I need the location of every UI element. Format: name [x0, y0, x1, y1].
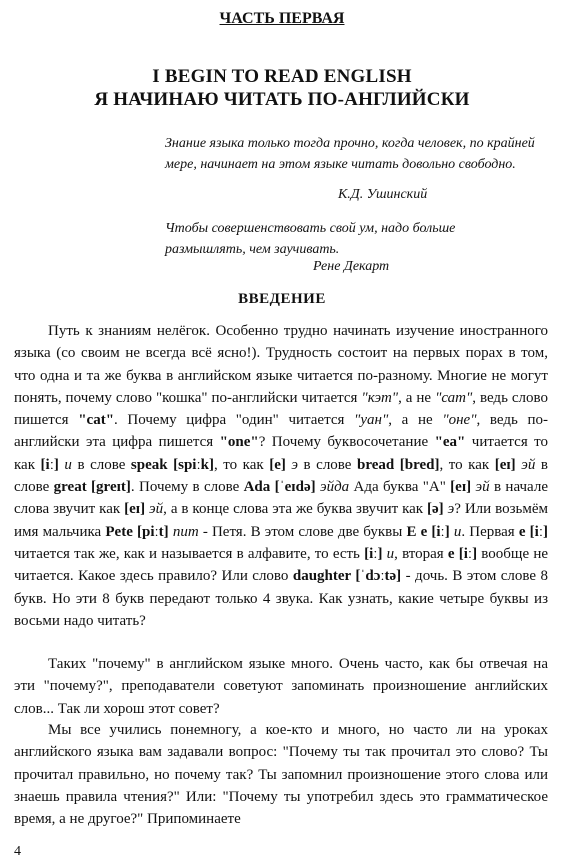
text: ? Почему буквосочетание — [258, 434, 435, 451]
text: - дочь. В этом слове 8 букв. Но эти 8 букв передают только 4 звука. Как узнать, какие четыре буквы из восьми надо читать? — [14, 568, 548, 629]
text: читается так же, как и называется в алфавите, то есть — [14, 545, 365, 562]
text: Путь к знаниям нелёгок. Особенно трудно начинать изучение иностранного языка (со своим не всегда всё ясно!). Трудность состоит на первых порах в том, что одна и та же буква в английском языке читается по-разному. Многие не могут понять, почему слово "кошка" по-английски читается — [14, 323, 548, 406]
italic: э — [447, 501, 455, 518]
phonetic: [ˈeɪdə] — [270, 479, 320, 496]
text: . Почему цифра "один" читается — [114, 412, 355, 429]
phonetic: [iː] — [40, 456, 59, 473]
part-heading: ЧАСТЬ ПЕРВАЯ — [219, 10, 345, 27]
chapter-title-russian: Я НАЧИНАЮ ЧИТАТЬ ПО-АНГЛИЙСКИ — [94, 89, 470, 110]
phonetic: [eɪ] — [124, 501, 150, 518]
phonetic: [ˈdɔːtə] — [350, 568, 402, 585]
bold: "ea" — [434, 434, 466, 451]
italic: эй — [515, 456, 541, 473]
italic: "кэт" — [361, 389, 399, 406]
bold: great — [53, 479, 87, 496]
phonetic: [greɪt] — [86, 479, 131, 496]
phonetic: [spiːk] — [167, 456, 214, 473]
epigraph-2-author: Рене Декарт — [313, 259, 390, 274]
italic: "оне" — [442, 412, 477, 429]
text: , а не — [388, 412, 443, 429]
bold: bread — [357, 456, 395, 473]
text: в слове — [14, 456, 548, 496]
paragraph-3: Мы все учились понемногу, а кое-кто и много, но часто ли на уроках английского языка вам задавали вопрос: "Почему ты так прочитал это слово? Ты прочитал правильно, но почему так? Ты запомнил произношение этого слова или знаешь правила чтения?" Или: "Почему ты употребил здесь это грамматическое время, а не другое?" Припоминаете — [14, 722, 548, 828]
text: в начале слова звучит как — [14, 479, 548, 518]
phonetic: [ə] — [427, 501, 448, 518]
text: в слове — [77, 456, 131, 473]
phonetic: [bred] — [394, 456, 440, 473]
chapter-title-english: I BEGIN TO READ ENGLISH — [152, 66, 412, 87]
italic: эй — [149, 501, 164, 518]
text: , а в конце слова эта же буква звучит как — [163, 501, 428, 518]
text: , ведь по-английски эта цифра пишется — [14, 412, 549, 451]
section-title: ВВЕДЕНИЕ — [238, 291, 326, 307]
phonetic: [iː] — [525, 523, 549, 540]
phonetic: [eɪ] — [450, 479, 476, 496]
text: , ведь слово пишется — [14, 389, 548, 429]
italic: эйда — [319, 479, 350, 496]
bold: speak — [130, 456, 168, 473]
phonetic: [eɪ] — [494, 456, 516, 473]
text: . Почему в слове — [130, 479, 244, 496]
italic: и — [386, 545, 395, 562]
text: , вторая — [394, 545, 448, 562]
phonetic: [iː] — [454, 545, 478, 562]
text: ? Или возьмём имя мальчика — [14, 501, 548, 540]
phonetic: [iː] — [364, 545, 387, 562]
epigraph-1-author: К.Д. Ушинский — [338, 187, 428, 202]
text: Ада буква "А" — [349, 479, 451, 496]
page-number: 4 — [14, 844, 21, 859]
epigraph-1-text: Знание языка только тогда прочно, когда человек, по крайней мере, начинает на этом языке читать довольно свободно. — [165, 136, 535, 172]
phonetic: [e] — [269, 456, 286, 473]
paragraph-1 — [14, 320, 548, 632]
bold: e — [518, 523, 526, 540]
italic: и — [58, 456, 78, 473]
bold: "one" — [219, 434, 259, 451]
italic: эй — [475, 479, 490, 496]
italic: "сат" — [435, 389, 473, 406]
text: вообще не читается. Какое здесь правило? Или слово — [14, 545, 549, 585]
text: в слове — [303, 456, 357, 473]
text: читается то как — [14, 434, 548, 473]
text: . Первая — [461, 523, 519, 540]
italic: "уан" — [354, 412, 389, 429]
italic: пит — [172, 523, 199, 540]
epigraph-2-text: Чтобы совершенствовать свой ум, надо больше размышлять, чем заучивать. — [165, 221, 456, 257]
bold: Pete — [105, 523, 133, 540]
text: - Петя. В этом слове две буквы — [198, 523, 407, 540]
italic: и — [453, 523, 462, 540]
bold: Ada — [243, 479, 271, 496]
italic: э — [285, 456, 304, 473]
text: , а не — [398, 389, 436, 406]
bold: E e — [406, 523, 428, 540]
phonetic: [piːt] — [132, 523, 173, 540]
phonetic: [iː] — [427, 523, 454, 540]
text: , то как — [439, 456, 495, 473]
bold: "cat" — [78, 412, 115, 429]
paragraph-2: Таких "почему" в английском языке много. Очень часто, как бы отвечая на эти "почему?", преподаватели советуют запоминать произношение английских слов... Так ли хорош этот совет? — [14, 656, 548, 717]
bold: e — [447, 545, 455, 562]
bold: daughter — [292, 568, 351, 585]
text: , то как — [213, 456, 270, 473]
